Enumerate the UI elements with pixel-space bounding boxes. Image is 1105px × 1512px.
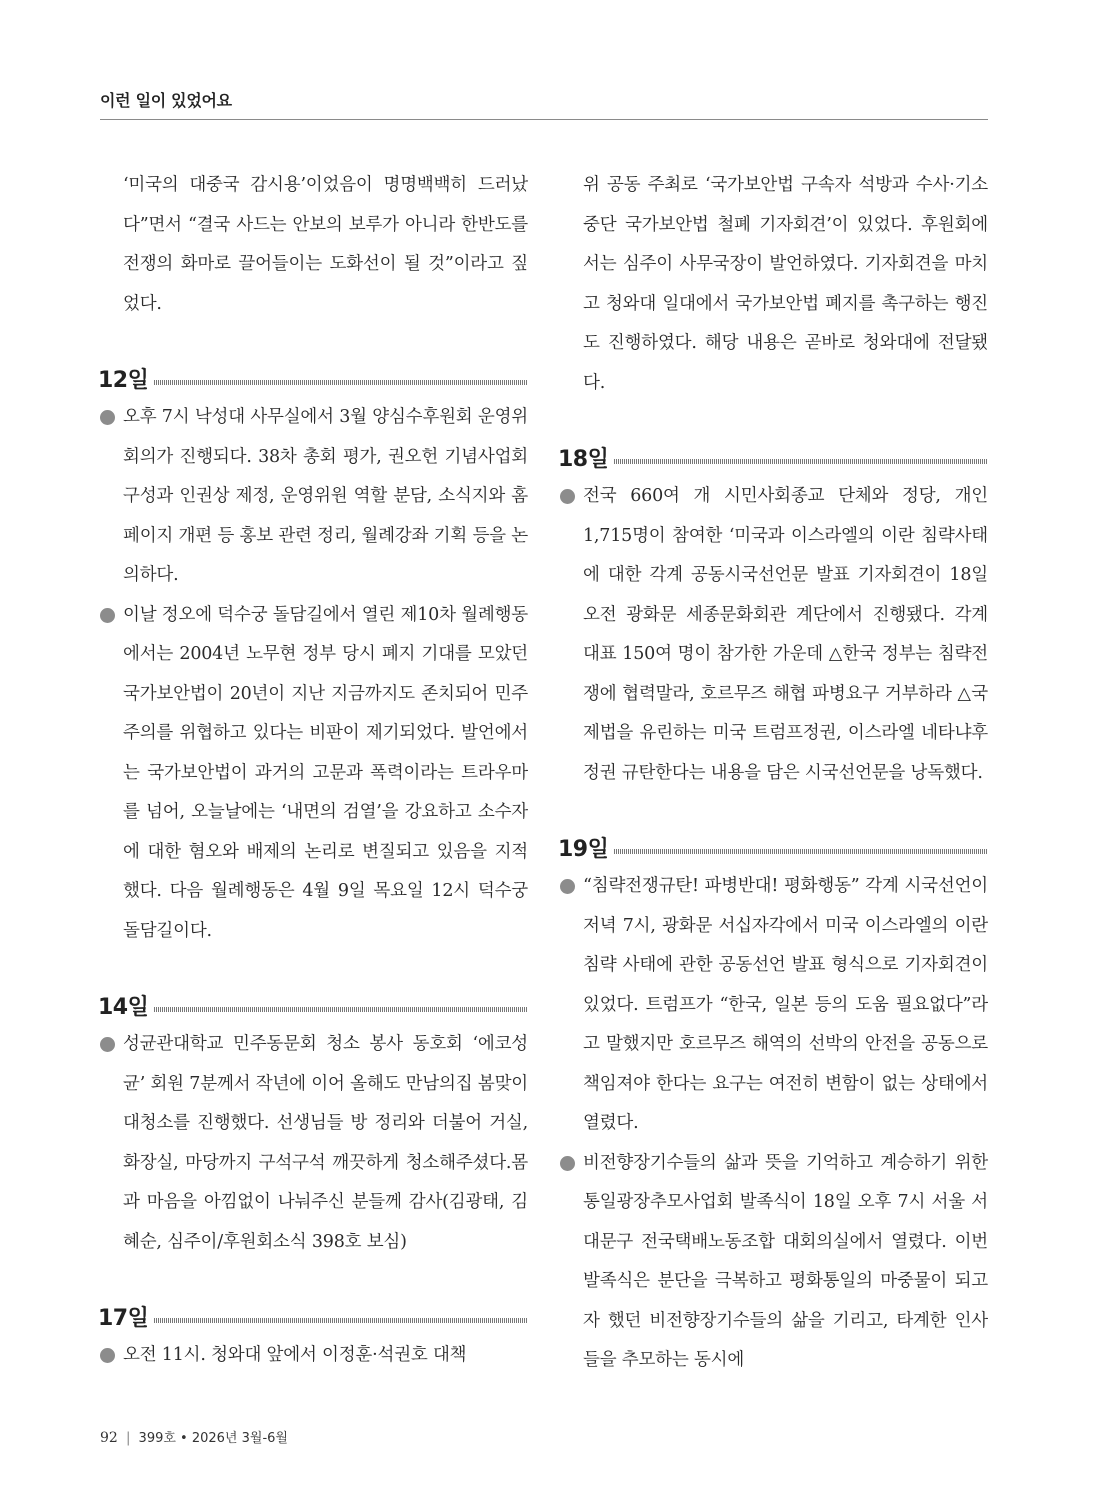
intro-section [98,166,528,324]
list-item [558,867,988,1144]
page-number: 92 [100,1430,118,1446]
item-text: 오후 7시 낙성대 사무실에서 3월 양심수후원회 운영위 회의가 진행되다. 38차 총회 평가, 권오헌 기념사업회 구성과 인권상 제정, 운영위원 역할 분담, 소식지와 홈페이지 개편 등 홍보 관련 정리, 월례강좌 기획 등을 논의하다. [123,407,528,585]
list-item [98,1336,528,1376]
item-text: 전국 660여 개 시민사회종교 단체와 정당, 개인 1,715명이 참여한 ‘미국과 이스라엘의 이란 침략사태에 대한 각계 공동시국선언문 발표 기자회견이 18일 오전 광화문 세종문화회관 계단에서 진행됐다. 각계 대표 150여 명이 참가한 가운데 △한국 정부는 침략전쟁에 협력말라, 호르무즈 해협 파병요구 거부하라 △국제법을 유린하는 미국 트럼프정권, 이스라엘 네타냐후정권 규탄한다는 내용을 담은 시국선언문을 낭독했다. [583,486,988,783]
list-item [558,1144,988,1381]
item-text: 비전향장기수들의 삶과 뜻을 기억하고 계승하기 위한 통일광장추모사업회 발족식이 18일 오후 7시 서울 서대문구 전국택배노동조합 대회의실에서 열렸다. 이번 발족식은 분단을 극복하고 평화통일의 마중물이 되고자 했던 비전향장기수들의 삶을 기리고, 타계한 인사들을 추모하는 동시에 [583,1152,988,1370]
right-column [558,166,988,1381]
day-17-title: 17일 [98,1305,149,1331]
day-18-title: 18일 [558,446,609,472]
issue-info: 399호 • 2026년 3월-6월 [138,1431,288,1446]
dotted-rule [614,459,988,464]
day-17-continued-section [558,166,988,403]
day-17-heading [98,1296,528,1336]
bullet-icon [560,489,575,504]
footer-separator: | [125,1430,131,1446]
dotted-rule [154,1318,528,1323]
day-12-title: 12일 [98,367,149,393]
day-17-section [98,1296,528,1376]
bullet-icon [560,1156,575,1171]
bullet-icon [100,1348,115,1363]
day-14-heading [98,985,528,1025]
item-text: 오전 11시. 청와대 앞에서 이정훈·석권호 대책 [123,1345,467,1365]
list-item [98,398,528,596]
item-text: 이날 정오에 덕수궁 돌담길에서 열린 제10차 월례행동에서는 2004년 노무현 정부 당시 폐지 기대를 모았던 국가보안법이 20년이 지난 지금까지도 존치되어 민주주의를 위협하고 있다는 비판이 제기되었다. 발언에서는 국가보안법이 과거의 고문과 폭력이라는 트라우마를 넘어, 오늘날에는 ‘내면의 검열’을 강요하고 소수자에 대한 혐오와 배제의 논리로 변질되고 있음을 지적했다. 다음 월례행동은 4월 9일 목요일 12시 덕수궁 돌담길이다. [123,604,528,941]
bullet-icon [560,879,575,894]
day-17-continued-text: 위 공동 주최로 ‘국가보안법 구속자 석방과 수사·기소 중단 국가보안법 철폐 기자회견’이 있었다. 후원회에서는 심주이 사무국장이 발언하였다. 기자회견을 마치고 청와대 일대에서 국가보안법 폐지를 촉구하는 행진도 진행하였다. 해당 내용은 곧바로 청와대에 전달됐다. [583,175,988,393]
page-footer [100,1427,288,1446]
day-14-title: 14일 [98,994,149,1020]
bullet-icon [100,410,115,425]
item-text: “침략전쟁규탄! 파병반대! 평화행동” 각계 시국선언이 저녁 7시, 광화문 서십자각에서 미국 이스라엘의 이란침략 사태에 관한 공동선언 발표 형식으로 기자회견이 있었다. 트럼프가 “한국, 일본 등의 도움 필요없다”라고 말했지만 호르무즈 해역의 선박의 안전을 공동으로 책임져야 한다는 요구는 여전히 변함이 없는 상태에서 열렸다. [583,876,988,1133]
day-18-heading [558,437,988,477]
day-19-heading [558,827,988,867]
page-header [100,88,988,120]
item-text: 성균관대학교 민주동문회 청소 봉사 동호회 ‘에코성균’ 회원 7분께서 작년에 이어 올해도 만남의집 봄맞이 대청소를 진행했다. 선생님들 방 정리와 더불어 거실, 화장실, 마당까지 구석구석 깨끗하게 청소해주셨다.몸과 마음을 아낌없이 나눠주신 분들께 감사(김광태, 김혜순, 심주이/후원회소식 398호 보심) [123,1034,528,1252]
left-column [98,166,528,1376]
bullet-icon [100,608,115,623]
day-19-section [558,827,988,1381]
section-header-title: 이런 일이 있었어요 [100,91,232,110]
dotted-rule [614,849,988,854]
intro-paragraph: ‘미국의 대중국 감시용’이었음이 명명백백히 드러났다”면서 “결국 사드는 안보의 보루가 아니라 한반도를 전쟁의 화마로 끌어들이는 도화선이 될 것”이라고 짚었다. [123,175,528,314]
day-12-section [98,358,528,951]
bullet-icon [100,1037,115,1052]
list-item [98,1025,528,1262]
day-14-section [98,985,528,1262]
day-18-section [558,437,988,793]
day-19-title: 19일 [558,836,609,862]
list-item [558,477,988,793]
dotted-rule [154,1007,528,1012]
list-item [98,596,528,952]
day-12-heading [98,358,528,398]
dotted-rule [154,380,528,385]
